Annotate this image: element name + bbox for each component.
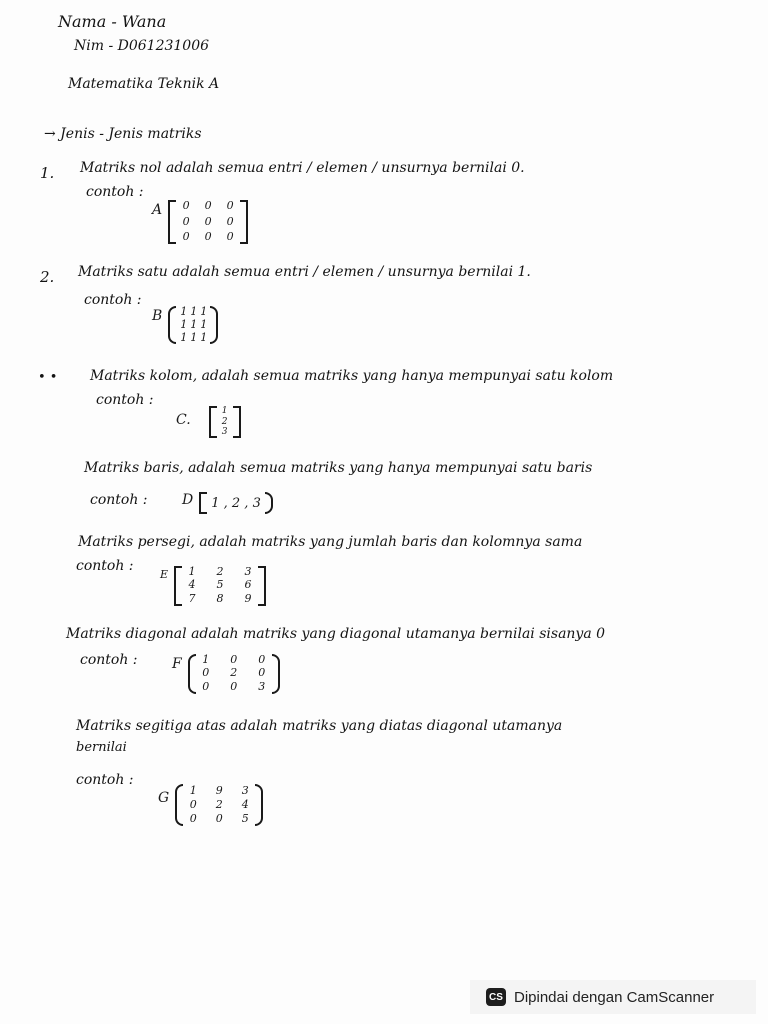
matrix-cell: 2	[230, 666, 238, 680]
matrix-cell: 0	[204, 230, 212, 244]
matrix-cell: 8	[216, 591, 224, 605]
matrix-d-right-bracket	[265, 492, 273, 514]
item-1-number: 1.	[40, 164, 55, 182]
item-1-text: Matriks nol adalah semua entri / elemen / unsurnya bernilai 0.	[80, 160, 525, 176]
matrix-a-name: A	[152, 202, 163, 218]
camscanner-logo-icon: CS	[486, 988, 506, 1006]
matrix-cell: 9	[215, 784, 223, 797]
matrix-e-left-bracket	[174, 566, 182, 606]
matrix-f-left-bracket	[188, 654, 196, 694]
matrix-cell: 2	[221, 416, 228, 427]
matrix-cell: 0	[226, 199, 234, 212]
section-title: → Jenis - Jenis matriks	[44, 126, 202, 142]
matrix-cell: 0	[226, 230, 234, 244]
item-3-number: • •	[38, 370, 58, 385]
item-6-contoh: contoh :	[80, 652, 138, 668]
matrix-f	[172, 654, 280, 694]
matrix-cell: 1	[190, 331, 198, 344]
matrix-d	[182, 492, 273, 514]
matrix-cell: 1	[180, 318, 188, 331]
matrix-g-cells	[183, 784, 255, 826]
matrix-f-name: F	[172, 656, 182, 672]
matrix-b	[152, 306, 218, 344]
matrix-c	[176, 406, 241, 438]
matrix-cell: 1	[190, 318, 198, 331]
matrix-cell: 0	[230, 653, 238, 666]
nim-line: Nim - D061231006	[74, 38, 210, 54]
course-line: Matematika Teknik A	[68, 76, 220, 92]
matrix-cell: 5	[216, 578, 224, 592]
matrix-cell: 4	[241, 798, 249, 811]
matrix-cell: 0	[204, 199, 212, 212]
matrix-d-row: 1 , 2 , 3	[211, 495, 261, 511]
item-3-text: Matriks kolom, adalah semua matriks yang hanya mempunyai satu kolom	[90, 368, 614, 384]
matrix-cell: 1	[190, 305, 198, 318]
matrix-g	[158, 784, 263, 826]
matrix-cell: 0	[204, 214, 212, 228]
matrix-cell: 0	[202, 666, 210, 680]
item-4-text: Matriks baris, adalah semua matriks yang hanya mempunyai satu baris	[84, 460, 593, 476]
matrix-cell: 2	[216, 565, 224, 578]
matrix-cell: 0	[182, 214, 190, 228]
item-1-contoh: contoh :	[86, 184, 144, 200]
matrix-cell: 1	[180, 331, 188, 344]
matrix-cell: 0	[182, 199, 190, 212]
matrix-c-left-bracket	[209, 406, 217, 438]
matrix-cell: 0	[189, 798, 197, 811]
nama-line: Nama - Wana	[58, 12, 167, 31]
matrix-cell: 3	[244, 565, 252, 578]
matrix-cell: 0	[258, 666, 266, 680]
matrix-e-name: E	[160, 568, 169, 581]
matrix-g-left-bracket	[175, 784, 183, 826]
camscanner-watermark	[470, 980, 756, 1014]
item-7-contoh: contoh :	[76, 772, 134, 788]
matrix-cell: 2	[215, 798, 223, 811]
matrix-cell: 1	[202, 653, 210, 666]
matrix-cell: 4	[188, 578, 196, 592]
matrix-d-name: D	[182, 492, 194, 508]
matrix-a-right-bracket	[240, 200, 248, 244]
matrix-c-right-bracket	[233, 406, 241, 438]
item-5-text: Matriks persegi, adalah matriks yang jumlah baris dan kolomnya sama	[78, 534, 583, 550]
matrix-cell: 9	[244, 591, 252, 605]
matrix-cell: 7	[188, 591, 196, 605]
matrix-c-name: C.	[176, 412, 191, 428]
matrix-cell: 6	[244, 578, 252, 592]
item-7-text: Matriks segitiga atas adalah matriks yang diatas diagonal utamanya	[76, 718, 563, 734]
matrix-cell: 0	[230, 679, 238, 693]
matrix-a-left-bracket	[168, 200, 176, 244]
matrix-cell: 1	[200, 305, 208, 318]
matrix-g-right-bracket	[255, 784, 263, 826]
matrix-cell: 0	[226, 214, 234, 228]
matrix-b-left-bracket	[168, 306, 176, 344]
matrix-e	[160, 566, 266, 606]
matrix-cell: 1	[200, 331, 208, 344]
matrix-cell: 1	[189, 784, 197, 797]
matrix-e-cells	[182, 566, 258, 606]
matrix-cell: 0	[189, 812, 197, 825]
matrix-cell: 1	[221, 406, 228, 416]
matrix-cell: 5	[241, 812, 249, 825]
matrix-cell: 0	[258, 653, 266, 666]
item-3-contoh: contoh :	[96, 392, 154, 408]
matrix-f-right-bracket	[272, 654, 280, 694]
matrix-cell: 1	[188, 565, 196, 578]
item-2-number: 2.	[40, 268, 55, 286]
matrix-e-right-bracket	[258, 566, 266, 606]
matrix-cell: 0	[182, 230, 190, 244]
item-4-contoh: contoh :	[90, 492, 148, 508]
item-5-contoh: contoh :	[76, 558, 134, 574]
matrix-g-name: G	[158, 790, 170, 806]
item-2-text: Matriks satu adalah semua entri / elemen / unsurnya bernilai 1.	[78, 264, 531, 280]
matrix-b-right-bracket	[210, 306, 218, 344]
matrix-cell: 3	[258, 679, 266, 693]
matrix-b-name: B	[152, 308, 163, 324]
item-2-contoh: contoh :	[84, 292, 142, 308]
item-7-text-continued: bernilai	[76, 740, 127, 755]
matrix-cell: 1	[180, 305, 188, 318]
matrix-c-cells	[217, 406, 233, 438]
matrix-cell: 1	[200, 318, 208, 331]
matrix-cell: 0	[215, 812, 223, 825]
matrix-cell: 0	[202, 679, 210, 693]
matrix-d-left-bracket	[199, 492, 207, 514]
matrix-cell: 3	[221, 427, 228, 438]
item-6-text: Matriks diagonal adalah matriks yang diagonal utamanya bernilai sisanya 0	[66, 626, 606, 642]
matrix-cell: 3	[241, 784, 249, 797]
matrix-a	[152, 200, 248, 244]
matrix-b-cells	[176, 306, 210, 344]
camscanner-text: Dipindai dengan CamScanner	[514, 988, 715, 1006]
matrix-f-cells	[196, 654, 272, 694]
matrix-a-cells	[176, 200, 240, 244]
